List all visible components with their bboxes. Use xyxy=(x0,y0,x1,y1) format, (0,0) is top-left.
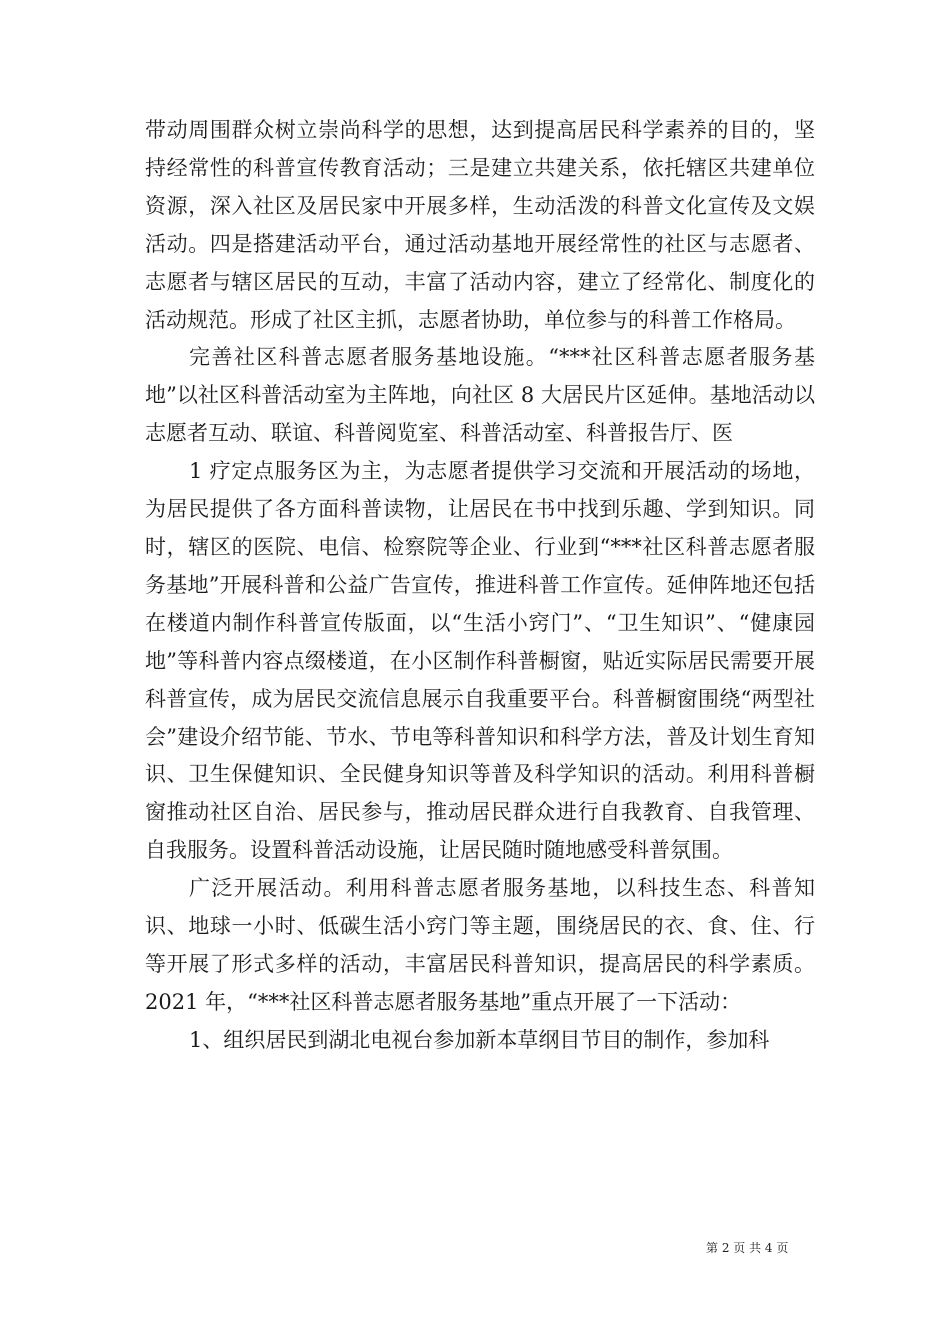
body-text xyxy=(145,112,815,1060)
paragraph-5: 1、组织居民到湖北电视台参加新本草纲目节目的制作，参加科 xyxy=(189,1027,770,1052)
paragraph-3: 1 疗定点服务区为主，为志愿者提供学习交流和开展活动的场地，为居民提供了各方面科普读物，让居民在书中找到乐趣、学到知识。同时，辖区的医院、电信、检察院等企业、行业到“***社区科普志愿者服务基地”开展科普和公益广告宣传，推进科普工作宣传。延伸阵地还包括在楼道内制作科普宣传版面，以“生活小窍门”、“卫生知识”、“健康园地”等科普内容点缀楼道，在小区制作科普橱窗，贴近实际居民需要开展科普宣传，成为居民交流信息展示自我重要平台。科普橱窗围绕“两型社会”建设介绍节能、节水、节电等科普知识和科学方法，普及计划生育知识、卫生保健知识、全民健身知识等普及科学知识的活动。利用科普橱窗推动社区自治、居民参与，推动居民群众进行自我教育、自我管理、自我服务。设置科普活动设施，让居民随时随地感受科普氛围。 xyxy=(145,459,815,863)
page-number-footer: 第 2 页 共 4 页 xyxy=(706,1241,789,1255)
paragraph-4: 广泛开展活动。利用科普志愿者服务基地，以科技生态、科普知识、地球一小时、低碳生活小窍门等主题，围绕居民的衣、食、住、行等开展了形式多样的活动，丰富居民科普知识，提高居民的科学素质。2021 年，“***社区科普志愿者服务基地”重点开展了一下活动： xyxy=(145,876,815,1014)
paragraph-2: 完善社区科普志愿者服务基地设施。“***社区科普志愿者服务基地”以社区科普活动室为主阵地，向社区 8 大居民片区延伸。基地活动以志愿者互动、联谊、科普阅览室、科普活动室、科普报告厅、医 xyxy=(145,345,815,446)
paragraph-1: 带动周围群众树立崇尚科学的思想，达到提高居民科学素养的目的，坚持经常性的科普宣传教育活动；三是建立共建关系，依托辖区共建单位资源，深入社区及居民家中开展多样，生动活泼的科普文化宣传及文娱活动。四是搭建活动平台，通过活动基地开展经常性的社区与志愿者、志愿者与辖区居民的互动，丰富了活动内容，建立了经常化、制度化的活动规范。形成了社区主抓，志愿者协助，单位参与的科普工作格局。 xyxy=(145,118,815,332)
